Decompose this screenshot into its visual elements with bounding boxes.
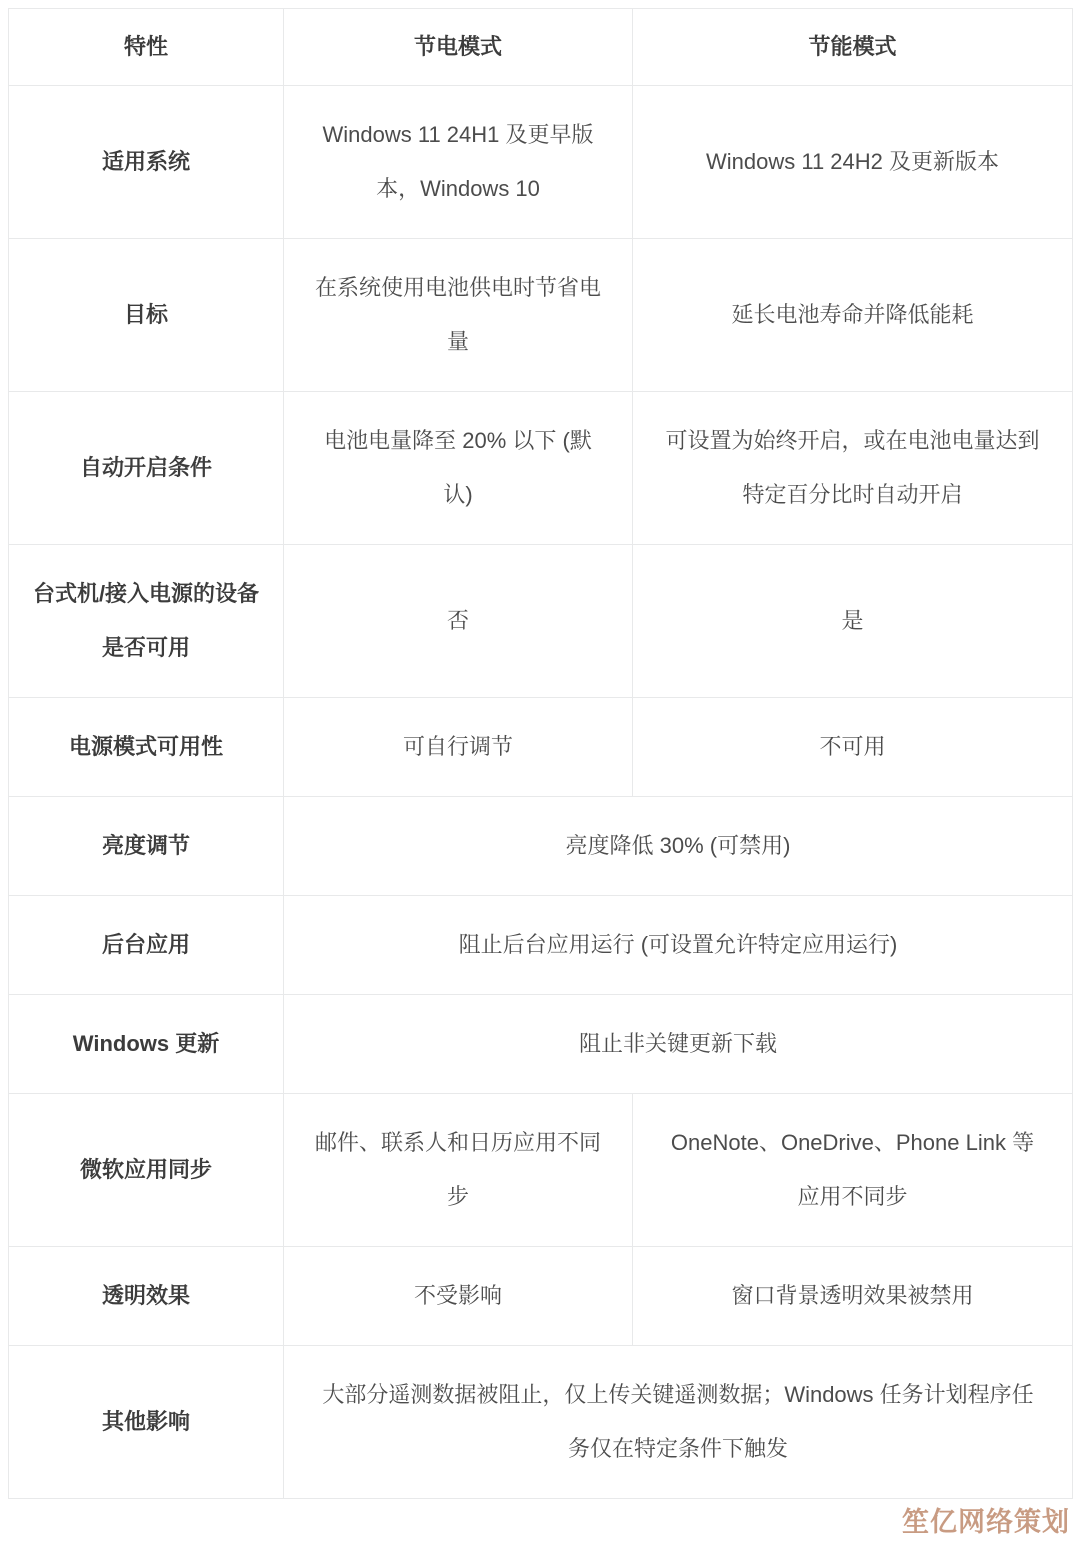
header-feature: 特性 — [9, 9, 284, 86]
merged-value-cell: 亮度降低 30% (可禁用) — [284, 797, 1073, 896]
battery-saver-cell: 不受影响 — [284, 1247, 633, 1346]
feature-cell: 自动开启条件 — [9, 392, 284, 545]
header-energy-saver-mode: 节能模式 — [633, 9, 1073, 86]
battery-saver-cell: 电池电量降至 20% 以下 (默认) — [284, 392, 633, 545]
battery-saver-cell: 在系统使用电池供电时节省电量 — [284, 239, 633, 392]
energy-saver-cell: 是 — [633, 545, 1073, 698]
battery-saver-cell: 邮件、联系人和日历应用不同步 — [284, 1094, 633, 1247]
energy-saver-cell: OneNote、OneDrive、Phone Link 等应用不同步 — [633, 1094, 1073, 1247]
feature-cell: 后台应用 — [9, 896, 284, 995]
table-row — [9, 797, 1073, 896]
feature-cell: 目标 — [9, 239, 284, 392]
watermark-text: 笙亿网络策划 — [902, 1507, 1070, 1537]
header-battery-saver-mode: 节电模式 — [284, 9, 633, 86]
table-row — [9, 239, 1073, 392]
feature-cell: Windows 更新 — [9, 995, 284, 1094]
table-row — [9, 1094, 1073, 1247]
feature-cell: 电源模式可用性 — [9, 698, 284, 797]
table-row — [9, 1346, 1073, 1499]
table-row — [9, 698, 1073, 797]
feature-cell: 透明效果 — [9, 1247, 284, 1346]
battery-saver-cell: 否 — [284, 545, 633, 698]
battery-saver-cell: Windows 11 24H1 及更早版本，Windows 10 — [284, 86, 633, 239]
header-row — [9, 9, 1073, 86]
feature-cell: 亮度调节 — [9, 797, 284, 896]
merged-value-cell: 阻止后台应用运行 (可设置允许特定应用运行) — [284, 896, 1073, 995]
feature-cell: 适用系统 — [9, 86, 284, 239]
energy-saver-cell: 可设置为始终开启，或在电池电量达到特定百分比时自动开启 — [633, 392, 1073, 545]
comparison-table-container — [8, 8, 1072, 1499]
energy-saver-cell: 延长电池寿命并降低能耗 — [633, 239, 1073, 392]
table-row — [9, 1247, 1073, 1346]
comparison-table — [8, 8, 1073, 1499]
feature-cell: 其他影响 — [9, 1346, 284, 1499]
table-row — [9, 995, 1073, 1094]
table-row — [9, 545, 1073, 698]
energy-saver-cell: 窗口背景透明效果被禁用 — [633, 1247, 1073, 1346]
table-row — [9, 392, 1073, 545]
feature-cell: 微软应用同步 — [9, 1094, 284, 1247]
energy-saver-cell: Windows 11 24H2 及更新版本 — [633, 86, 1073, 239]
table-body — [9, 86, 1073, 1499]
merged-value-cell: 阻止非关键更新下载 — [284, 995, 1073, 1094]
feature-cell: 台式机/接入电源的设备是否可用 — [9, 545, 284, 698]
merged-value-cell: 大部分遥测数据被阻止，仅上传关键遥测数据；Windows 任务计划程序任务仅在特定条件下触发 — [284, 1346, 1073, 1499]
energy-saver-cell: 不可用 — [633, 698, 1073, 797]
table-row — [9, 896, 1073, 995]
battery-saver-cell: 可自行调节 — [284, 698, 633, 797]
table-row — [9, 86, 1073, 239]
